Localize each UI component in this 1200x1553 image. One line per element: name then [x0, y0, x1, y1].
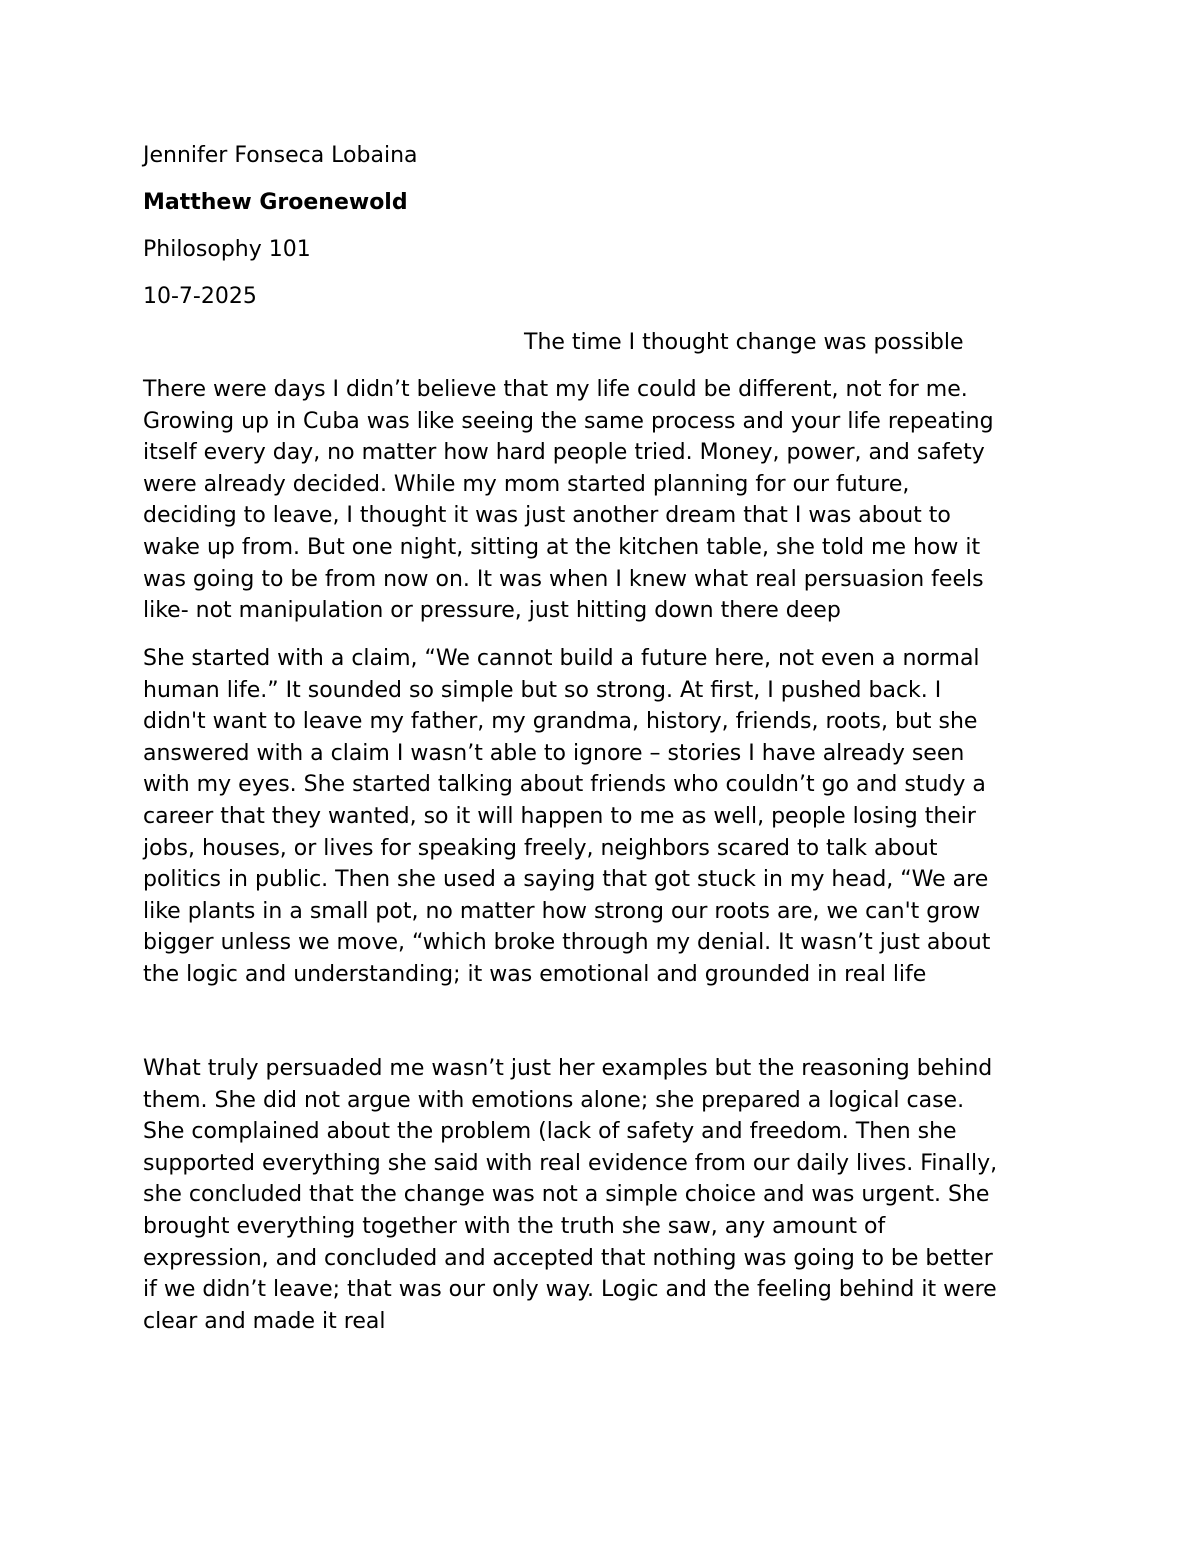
paragraph-line: human life.” It sounded so simple but so strong. At first, I pushed back. I [143, 677, 942, 703]
paragraph-line: supported everything she said with real evidence from our daily lives. Finally, [143, 1150, 998, 1176]
paragraph-line: What truly persuaded me wasn’t just her examples but the reasoning behind [143, 1056, 993, 1081]
paragraph-1 [143, 374, 1083, 627]
student-name: Jennifer Fonseca Lobaina [143, 143, 418, 168]
paragraph-line: the logic and understanding; it was emotional and grounded in real life [143, 961, 927, 987]
paragraph-line: were already decided. While my mom started planning for our future, [143, 471, 910, 497]
paragraph-line: She started with a claim, “We cannot build a future here, not even a normal [143, 646, 980, 671]
paragraph-line: politics in public. Then she used a saying that got stuck in my head, “We are [143, 867, 989, 893]
paragraph-line: itself every day, no matter how hard people tried. Money, power, and safety [143, 440, 985, 466]
paragraph-line: like- not manipulation or pressure, just hitting down there deep [143, 598, 841, 624]
paragraph-line: There were days I didn’t believe that my life could be different, not for me. [143, 377, 968, 402]
paragraph-line: jobs, houses, or lives for speaking freely, neighbors scared to talk about [143, 835, 938, 861]
paragraph-line: brought everything together with the truth she saw, any amount of [143, 1213, 886, 1239]
paragraph-3 [143, 1053, 1083, 1337]
paragraph-line: didn't want to leave my father, my grandma, history, friends, roots, but she [143, 709, 978, 735]
paragraph-line: with my eyes. She started talking about friends who couldn’t go and study a [143, 772, 986, 798]
paragraph-2 [143, 643, 1083, 991]
paragraph-line: deciding to leave, I thought it was just another dream that I was about to [143, 503, 951, 529]
paragraph-line: if we didn’t leave; that was our only way. Logic and the feeling behind it were [143, 1277, 997, 1303]
paragraph-line: wake up from. But one night, sitting at the kitchen table, she told me how it [143, 534, 981, 560]
paragraph-line: she concluded that the change was not a simple choice and was urgent. She [143, 1182, 990, 1208]
paragraph-line: bigger unless we move, “which broke through my denial. It wasn’t just about [143, 930, 991, 956]
paragraph-line: answered with a claim I wasn’t able to ignore – stories I have already seen [143, 740, 965, 766]
essay-title: The time I thought change was possible [524, 330, 964, 355]
paragraph-line: them. She did not argue with emotions alone; she prepared a logical case. [143, 1087, 965, 1113]
paragraph-line: was going to be from now on. It was when I knew what real persuasion feels [143, 566, 984, 592]
instructor-name: Matthew Groenewold [143, 190, 408, 215]
paragraph-line: She complained about the problem (lack of safety and freedom. Then she [143, 1119, 957, 1145]
paragraph-line: like plants in a small pot, no matter how strong our roots are, we can't grow [143, 898, 981, 924]
paragraph-line: expression, and concluded and accepted that nothing was going to be better [143, 1245, 993, 1271]
paragraph-line: clear and made it real [143, 1308, 386, 1334]
essay-date: 10-7-2025 [143, 284, 257, 309]
course-name: Philosophy 101 [143, 237, 311, 262]
paragraph-line: Growing up in Cuba was like seeing the same process and your life repeating [143, 408, 994, 434]
paragraph-line: career that they wanted, so it will happen to me as well, people losing their [143, 803, 976, 829]
